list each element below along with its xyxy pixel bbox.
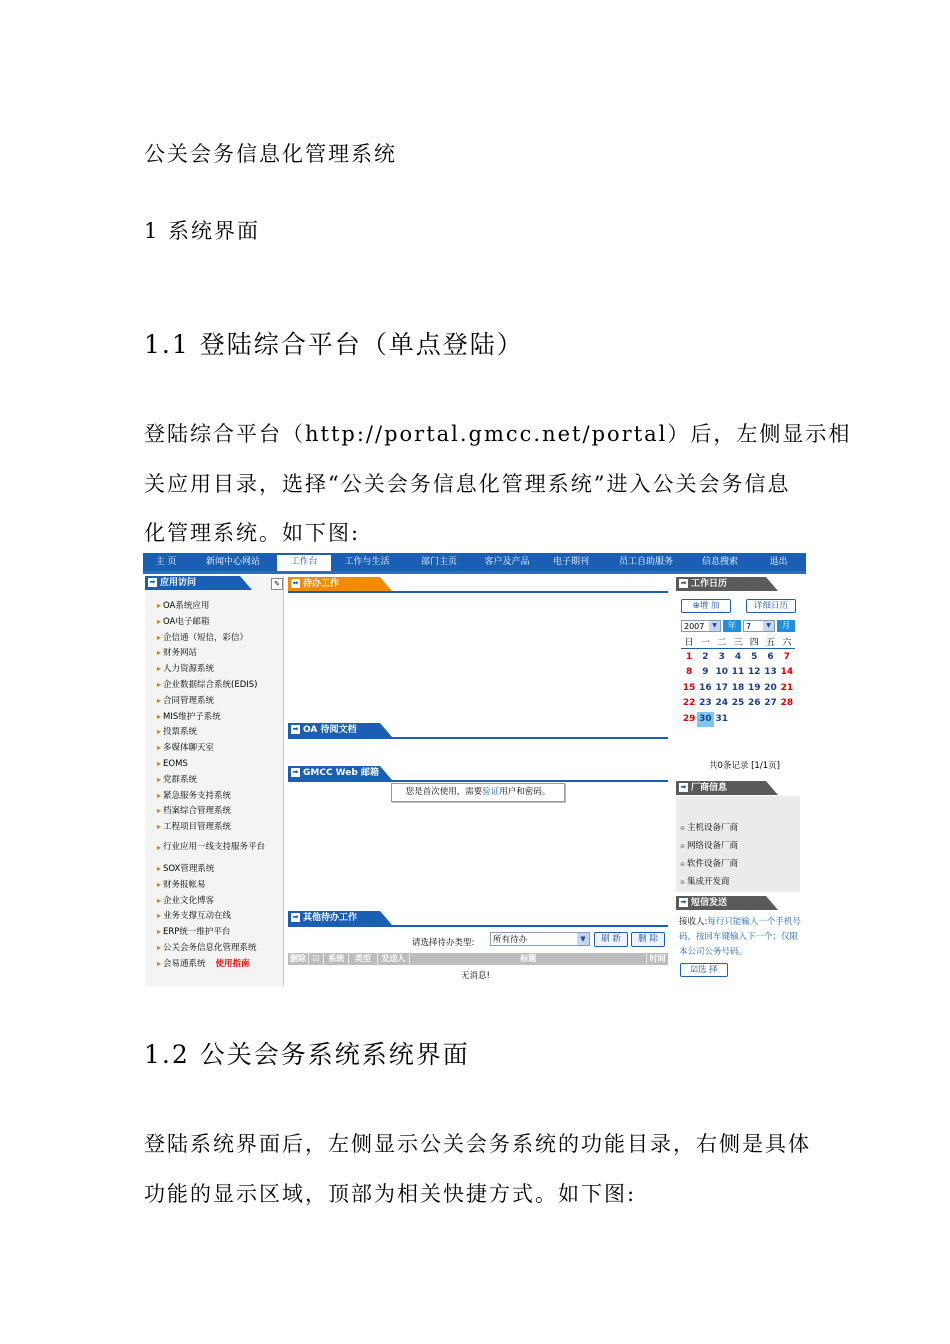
header-tail <box>766 781 778 795</box>
calendar-week <box>681 681 795 696</box>
mail-header <box>288 766 380 780</box>
heading-1-2: 1.2 公关会务系统系统界面 <box>144 1040 470 1069</box>
arrow-icon: ➡ <box>680 898 687 906</box>
doc-title: 公关会务信息化管理系统 <box>144 142 397 166</box>
vendor-item[interactable]: ⊕ 主机设备厂商 <box>680 819 738 837</box>
add-icon: ⊕ <box>692 601 700 611</box>
add-event-button[interactable] <box>681 599 731 613</box>
menu-item[interactable]: ▸ 党群系统 <box>157 772 281 788</box>
menu-item[interactable]: ▸ 财务报帐易 <box>157 877 281 893</box>
col-delete: 删除 <box>288 953 309 965</box>
menu-item[interactable]: ▸ 人力资源系统 <box>157 661 281 677</box>
nav-customers-products[interactable]: 客户及产品 <box>484 557 530 567</box>
header-tail <box>380 911 392 925</box>
add-event-label: 增 加 <box>699 601 720 611</box>
sms-form <box>679 915 801 960</box>
recipient-label: 接收人: <box>679 917 708 927</box>
other-todo-header <box>288 911 380 925</box>
calendar-day <box>746 712 762 727</box>
nav-home[interactable]: 主 页 <box>155 557 177 567</box>
arrow-icon: ➡ <box>149 578 156 586</box>
menu-item[interactable]: ▸ 工程项目管理系统 <box>157 819 281 835</box>
select-label: 选 择 <box>697 965 718 975</box>
menu-item[interactable]: ▸ ERP统一维护平台 <box>157 924 281 940</box>
menu-item[interactable]: ▸ 财务网站 <box>157 645 281 661</box>
user-guide-link[interactable]: 使用指南 <box>215 958 250 969</box>
col-time: 时间 <box>649 954 666 963</box>
calendar-day[interactable]: 19 <box>748 682 761 693</box>
nav-workbench[interactable]: 工作台 <box>277 553 331 571</box>
nav-self-service[interactable]: 员工自助服务 <box>618 557 673 567</box>
menu-item[interactable]: ▸ 企业数据综合系统(EDIS) <box>157 677 281 693</box>
menu-item[interactable]: ▸ 档案综合管理系统 <box>157 803 281 819</box>
header-tail <box>380 766 392 780</box>
mail-notice-text-end: 用户和密码。 <box>499 787 551 797</box>
arrow-icon: ➡ <box>292 768 299 776</box>
oa-docs-title: OA 待阅文档 <box>303 725 357 735</box>
header-tail <box>380 723 392 737</box>
todo-type-select[interactable] <box>490 932 590 946</box>
todo-type-value: 所有待办 <box>493 935 528 945</box>
calendar-day[interactable]: 12 <box>748 667 761 678</box>
calendar-day[interactable]: 16 <box>699 682 712 693</box>
calendar-day[interactable]: 23 <box>699 698 712 709</box>
weekday: 三 <box>733 638 743 648</box>
nav-work-life[interactable]: 工作与生活 <box>344 557 390 567</box>
calendar-week <box>681 665 795 680</box>
nav-underline <box>143 571 806 574</box>
calendar-day[interactable]: 29 <box>682 713 696 724</box>
calendar-day[interactable]: 14 <box>780 667 794 678</box>
calendar-day[interactable]: 15 <box>682 682 696 693</box>
weekday: 四 <box>749 638 759 648</box>
app-access-title: 应用访问 <box>160 578 197 588</box>
oa-docs-header <box>288 723 380 737</box>
chevron-down-icon[interactable]: ▼ <box>709 621 720 631</box>
menu-item[interactable]: ▸ 投票系统 <box>157 724 281 740</box>
sms-header <box>676 896 766 910</box>
refresh-button[interactable]: 刷 新 <box>594 932 628 947</box>
menu-item-with-guide[interactable] <box>157 956 281 972</box>
calendar-day[interactable]: 21 <box>780 682 794 693</box>
header-tail <box>380 577 392 591</box>
top-nav <box>143 553 806 571</box>
paragraph-1-line-3: 化管理系统。如下图: <box>144 521 361 545</box>
calendar-day[interactable]: 13 <box>764 667 777 678</box>
calendar-week <box>681 712 795 727</box>
edit-icon[interactable]: ✎ <box>271 578 283 590</box>
calendar-day <box>779 712 795 727</box>
calendar-day[interactable]: 5 <box>751 652 758 662</box>
section-heading-1: 1 系统界面 <box>144 219 261 243</box>
paragraph-2-line-2: 功能的显示区域，顶部为相关快捷方式。如下图: <box>144 1182 637 1206</box>
calendar-day[interactable]: 2 <box>702 652 709 662</box>
vendor-list <box>680 819 738 891</box>
empty-message: 无消息! <box>461 971 490 981</box>
chevron-down-icon[interactable]: ▼ <box>763 621 774 631</box>
paragraph-1-line-1: 登陆综合平台（http://portal.gmcc.net/portal）后，左侧显示相 <box>144 422 852 446</box>
menu-item-label[interactable]: 会易通系统 <box>163 958 206 969</box>
menu-item[interactable]: ▸ 企业文化博客 <box>157 893 281 909</box>
app-access-panel <box>145 576 284 986</box>
vendor-item[interactable]: ⊕ 网络设备厂商 <box>680 837 738 855</box>
arrow-icon: ➡ <box>292 725 299 733</box>
col-system: 系统 <box>324 953 349 965</box>
arrow-icon: ➡ <box>680 579 687 587</box>
menu-item[interactable]: ▸ 多媒体聊天室 <box>157 740 281 756</box>
month-value: 7 <box>746 622 752 631</box>
app-access-header <box>145 576 240 590</box>
portal-screenshot <box>143 553 806 987</box>
calendar-grid <box>681 650 795 727</box>
delete-button[interactable]: 删 除 <box>631 932 665 947</box>
menu-item[interactable]: ▸ EOMS <box>157 756 281 772</box>
oa-docs-divider <box>288 737 668 739</box>
weekday: 日 <box>684 638 694 648</box>
detail-calendar-button[interactable]: 详细日历 <box>746 599 796 613</box>
weekday: 五 <box>766 638 776 648</box>
year-value: 2007 <box>684 622 705 631</box>
year-unit: 年 <box>723 620 741 632</box>
calendar-day[interactable]: 22 <box>682 698 696 709</box>
calendar-week <box>681 696 795 711</box>
menu-item[interactable]: ▸ MIS维护子系统 <box>157 709 281 725</box>
checkbox-icon: ☑ <box>690 965 698 975</box>
menu-item[interactable]: ▸ SOX管理系统 <box>157 861 281 877</box>
nav-exit[interactable]: 退出 <box>769 557 788 567</box>
calendar-day[interactable]: 6 <box>767 652 774 662</box>
menu-item[interactable]: ▸ OA电子邮箱 <box>157 614 281 630</box>
weekday: 一 <box>700 638 710 648</box>
mail-title: GMCC Web 邮箱 <box>303 768 379 778</box>
calendar-day[interactable]: 26 <box>748 698 761 709</box>
mail-notice-text: 您是首次使用，需要 <box>405 787 483 797</box>
todo-title: 待办工作 <box>303 579 340 589</box>
menu-item[interactable]: ▸ 行业应用一线支持服务平台 <box>157 835 281 861</box>
month-unit: 月 <box>777 620 795 632</box>
menu-item[interactable]: ▸ OA系统应用 <box>157 598 281 614</box>
nav-news[interactable]: 新闻中心网站 <box>205 557 260 567</box>
calendar-day[interactable]: 1 <box>686 652 693 662</box>
sms-title: 短信发送 <box>691 898 728 908</box>
nav-search[interactable]: 信息搜索 <box>701 557 738 567</box>
calendar-header <box>676 577 766 591</box>
select-recipient-button[interactable] <box>680 963 728 977</box>
menu-item[interactable]: ▸ 企信通（短信，彩信） <box>157 630 281 646</box>
todo-divider <box>288 591 668 593</box>
paragraph-1-line-2: 关应用目录，选择“公关会务信息化管理系统”进入公关会务信息 <box>144 472 791 496</box>
calendar-day[interactable]: 17 <box>715 682 728 693</box>
calendar-day[interactable]: 27 <box>764 698 777 709</box>
other-todo-divider <box>288 925 668 927</box>
nav-department[interactable]: 部门主页 <box>420 557 457 567</box>
calendar-day[interactable]: 28 <box>780 698 794 709</box>
recipient-input[interactable]: 每行只能输入一个手机号码，按回车键输入下一个；仅限本公司公务号码。 <box>679 917 801 957</box>
menu-item[interactable]: ▸ 合同管理系统 <box>157 693 281 709</box>
header-tail <box>766 577 778 591</box>
vendor-item[interactable]: ⊕ 软件设备厂商 <box>680 855 738 873</box>
chevron-down-icon[interactable]: ▼ <box>577 933 589 945</box>
calendar-day[interactable]: 31 <box>715 713 728 724</box>
calendar-day[interactable]: 9 <box>702 667 709 678</box>
mail-divider <box>288 780 668 782</box>
calendar-day <box>762 712 778 727</box>
calendar-day[interactable]: 25 <box>731 698 745 709</box>
weekday: 二 <box>717 638 727 648</box>
header-tail <box>240 576 252 590</box>
menu-item[interactable]: ▸ 公关会务信息化管理系统 <box>157 940 281 956</box>
calendar-day[interactable]: 24 <box>715 698 728 709</box>
vendor-header <box>676 781 766 795</box>
header-tail <box>766 896 778 910</box>
col-sender: 发送人 <box>378 953 411 965</box>
verify-link[interactable]: 验证 <box>482 787 500 797</box>
calendar-weekdays <box>681 635 795 649</box>
calendar-day[interactable]: 20 <box>764 682 777 693</box>
arrow-icon: ➡ <box>292 913 299 921</box>
app-menu <box>157 598 281 972</box>
col-title: 标题 <box>410 953 647 965</box>
month-select[interactable] <box>743 620 775 632</box>
calendar-day[interactable]: 4 <box>734 652 742 662</box>
calendar-day[interactable]: 18 <box>731 682 745 693</box>
menu-item[interactable]: ▸ 业务支撑互动在线 <box>157 908 281 924</box>
vendor-title: 厂商信息 <box>691 783 728 793</box>
calendar-day[interactable]: 30 <box>697 712 713 727</box>
paragraph-2-line-1: 登陆系统界面后，左侧显示公关会务系统的功能目录，右侧是具体 <box>144 1132 811 1156</box>
weekday: 六 <box>782 638 792 648</box>
vendor-item[interactable]: ⊕ 集成开发商 <box>680 873 738 891</box>
todo-type-label: 请选择待办类型: <box>412 938 475 948</box>
arrow-icon: ➡ <box>680 783 687 791</box>
calendar-day[interactable]: 11 <box>731 667 745 678</box>
todo-table-header <box>288 953 668 965</box>
col-select-all[interactable]: ☑ <box>309 953 325 965</box>
arrow-icon: ➡ <box>292 579 299 587</box>
calendar-title: 工作日历 <box>691 579 728 589</box>
calendar-day[interactable]: 3 <box>718 652 725 662</box>
todo-header <box>288 577 380 591</box>
calendar-week <box>681 650 795 665</box>
calendar-day[interactable]: 8 <box>686 667 693 678</box>
calendar-day[interactable]: 10 <box>715 667 728 678</box>
year-select[interactable] <box>681 620 721 632</box>
calendar-footer: 共0条记录 [1/1页] <box>709 761 780 771</box>
col-type: 类型 <box>349 953 378 965</box>
calendar-day[interactable]: 7 <box>783 652 790 662</box>
calendar-day <box>730 712 746 727</box>
nav-journal[interactable]: 电子期刊 <box>552 557 589 567</box>
menu-item[interactable]: ▸ 紧急服务支持系统 <box>157 788 281 804</box>
mail-notice <box>391 783 565 802</box>
other-todo-title: 其他待办工作 <box>303 913 358 923</box>
heading-1-1: 1.1 登陆综合平台（单点登陆） <box>144 330 524 359</box>
